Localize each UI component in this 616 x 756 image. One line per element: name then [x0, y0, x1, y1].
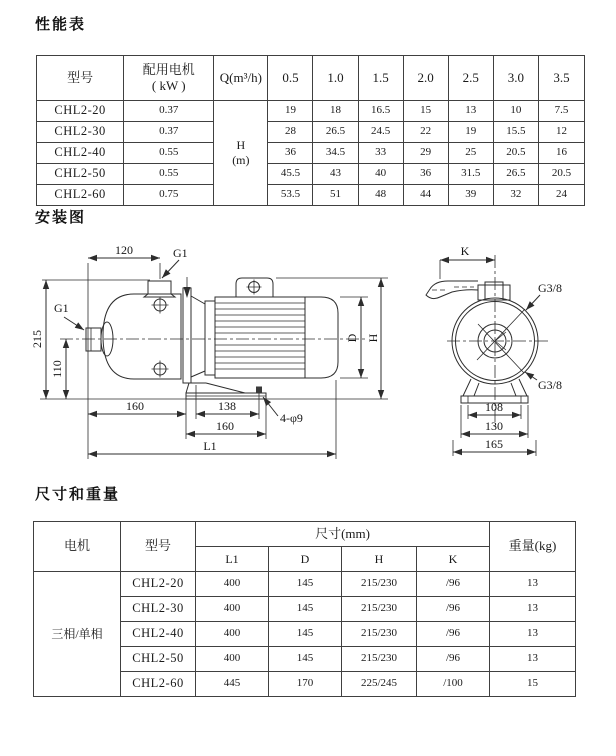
cell-model: CHL2-60 [37, 185, 124, 206]
cell-weight: 13 [490, 622, 576, 647]
performance-section-title: 性能表 [35, 16, 87, 33]
cell-model: CHL2-30 [37, 122, 124, 143]
header-flow-point: 2.5 [448, 56, 493, 101]
cell-l1: 400 [196, 597, 269, 622]
header-size-group: 尺寸(mm) [196, 522, 490, 547]
header-flow-point: 0.5 [268, 56, 313, 101]
cell-head: 32 [493, 185, 538, 206]
header-sub-k: K [417, 547, 490, 572]
cell-model: CHL2-40 [121, 622, 196, 647]
cell-head: 48 [358, 185, 403, 206]
cell-weight: 15 [490, 672, 576, 697]
cell-head: 19 [448, 122, 493, 143]
cell-l1: 400 [196, 572, 269, 597]
header-motor: 电机 [34, 522, 121, 572]
stage-flange [183, 277, 215, 383]
header-sub-d: D [269, 547, 342, 572]
cell-d: 145 [269, 622, 342, 647]
header-flow-point: 2.0 [403, 56, 448, 101]
performance-row [37, 164, 585, 185]
performance-row [37, 122, 585, 143]
base-foot [186, 383, 266, 399]
bolt-holes-label: 4-φ9 [280, 411, 303, 425]
cell-power: 0.55 [124, 143, 214, 164]
casing-bolt-icon [152, 361, 169, 378]
cell-head: 10 [493, 101, 538, 122]
side-dimension-lines [46, 258, 381, 454]
base-bolt-hole [256, 387, 262, 394]
cell-head: 13 [448, 101, 493, 122]
motor-end-cap [305, 297, 338, 378]
cell-weight: 13 [490, 572, 576, 597]
cell-head: 15 [403, 101, 448, 122]
cell-head: 44 [403, 185, 448, 206]
header-sub-h: H [342, 547, 417, 572]
dim-130-label: 130 [485, 419, 503, 433]
dim-160-left-label: 160 [126, 399, 144, 413]
dimensions-header-row-1 [34, 522, 576, 547]
discharge-elbow [426, 281, 510, 300]
cell-d: 145 [269, 572, 342, 597]
cell-h: 215/230 [342, 597, 417, 622]
cell-head: 34.5 [313, 143, 358, 164]
dimensions-row [34, 572, 576, 597]
casing-bolt-icon [152, 297, 169, 314]
cell-head: 25 [448, 143, 493, 164]
header-flow-point: 1.5 [358, 56, 403, 101]
cell-head: 43 [313, 164, 358, 185]
cell-l1: 400 [196, 622, 269, 647]
head-unit-symbol: H [236, 138, 246, 152]
dimensions-section-title: 尺寸和重量 [35, 486, 121, 503]
cell-head: 39 [448, 185, 493, 206]
cell-power: 0.55 [124, 164, 214, 185]
cell-head: 26.5 [493, 164, 538, 185]
cell-model: CHL2-30 [121, 597, 196, 622]
cell-h: 225/245 [342, 672, 417, 697]
cell-k: /100 [417, 672, 490, 697]
pump-side-view [30, 243, 388, 459]
g1-left-label: G1 [54, 301, 69, 315]
cell-head: 19 [268, 101, 313, 122]
cell-k: /96 [417, 572, 490, 597]
cell-head: 7.5 [538, 101, 584, 122]
cell-model: CHL2-50 [37, 164, 124, 185]
cell-head: 20.5 [538, 164, 584, 185]
pump-end-view [426, 244, 562, 456]
cell-head: 18 [313, 101, 358, 122]
cell-head: 16 [538, 143, 584, 164]
cell-head: 24 [538, 185, 584, 206]
discharge-port [148, 281, 171, 294]
cell-head: 26.5 [313, 122, 358, 143]
cell-head: 15.5 [493, 122, 538, 143]
header-flow-point: 3.0 [493, 56, 538, 101]
pump-casing [86, 281, 181, 379]
cell-model: CHL2-20 [121, 572, 196, 597]
g1-top-label: G1 [173, 246, 188, 260]
cell-head: 12 [538, 122, 584, 143]
cell-head: 45.5 [268, 164, 313, 185]
cell-h: 215/230 [342, 647, 417, 672]
header-weight: 重量(kg) [490, 522, 576, 572]
cell-l1: 445 [196, 672, 269, 697]
cell-head: 28 [268, 122, 313, 143]
performance-header-row [37, 56, 585, 101]
cell-h: 215/230 [342, 622, 417, 647]
dim-120-label: 120 [115, 243, 133, 257]
cell-head: 20.5 [493, 143, 538, 164]
head-unit-meters: (m) [232, 153, 250, 167]
g38-top-label: G3/8 [538, 281, 562, 295]
cell-head: 53.5 [268, 185, 313, 206]
vent-arrow-icon [184, 287, 191, 298]
installation-drawing [28, 233, 616, 483]
dim-108-label: 108 [485, 400, 503, 414]
cell-head: 36 [268, 143, 313, 164]
header-motor-line1: 配用电机 [142, 61, 195, 77]
performance-row [37, 101, 585, 122]
dim-k-label: K [460, 244, 470, 258]
dim-d-label: D [345, 333, 359, 343]
cell-k: /96 [417, 647, 490, 672]
performance-table [36, 55, 585, 206]
dim-h-label: H [366, 333, 380, 343]
cell-k: /96 [417, 622, 490, 647]
cell-power: 0.37 [124, 122, 214, 143]
installation-section-title: 安装图 [35, 209, 87, 226]
dim-l1-label: L1 [203, 439, 217, 453]
dim-138-label: 138 [218, 399, 236, 413]
header-model: 型号 [121, 522, 196, 572]
cell-k: /96 [417, 597, 490, 622]
header-flow-point: 1.0 [313, 56, 358, 101]
header-motor-line2: ( kW ) [151, 78, 186, 93]
cell-model: CHL2-60 [121, 672, 196, 697]
cell-head: 33 [358, 143, 403, 164]
cell-head: 16.5 [358, 101, 403, 122]
cell-d: 145 [269, 597, 342, 622]
dim-160-base-label: 160 [216, 419, 234, 433]
motor-cooling-fins [215, 303, 305, 369]
cell-head: 51 [313, 185, 358, 206]
cell-weight: 13 [490, 597, 576, 622]
cell-model: CHL2-20 [37, 101, 124, 122]
cell-head: 24.5 [358, 122, 403, 143]
cell-head: 29 [403, 143, 448, 164]
lifting-lug [236, 278, 273, 297]
cell-weight: 13 [490, 647, 576, 672]
lug-hole-icon [247, 280, 262, 295]
cell-d: 145 [269, 647, 342, 672]
header-model: 型号 [37, 56, 124, 101]
header-flow-point: 3.5 [538, 56, 584, 101]
cell-model: CHL2-40 [37, 143, 124, 164]
cell-head: 22 [403, 122, 448, 143]
header-sub-l1: L1 [196, 547, 269, 572]
dim-165-label: 165 [485, 437, 503, 451]
cell-d: 170 [269, 672, 342, 697]
performance-row [37, 185, 585, 206]
motor-body [215, 278, 338, 378]
performance-row [37, 143, 585, 164]
cell-power: 0.37 [124, 101, 214, 122]
dim-110-label: 110 [50, 360, 64, 378]
head-unit-cell [214, 101, 268, 206]
cell-l1: 400 [196, 647, 269, 672]
cell-power: 0.75 [124, 185, 214, 206]
cell-head: 40 [358, 164, 403, 185]
side-extension-lines [40, 263, 388, 459]
cell-h: 215/230 [342, 572, 417, 597]
cell-model: CHL2-50 [121, 647, 196, 672]
motor-type-cell: 三相/单相 [34, 572, 121, 697]
dimensions-table [33, 521, 576, 697]
header-motor [124, 56, 214, 101]
cell-head: 31.5 [448, 164, 493, 185]
dim-215-label: 215 [30, 330, 44, 348]
g38-bottom-label: G3/8 [538, 378, 562, 392]
cell-head: 36 [403, 164, 448, 185]
header-flow: Q(m³/h) [214, 56, 268, 101]
